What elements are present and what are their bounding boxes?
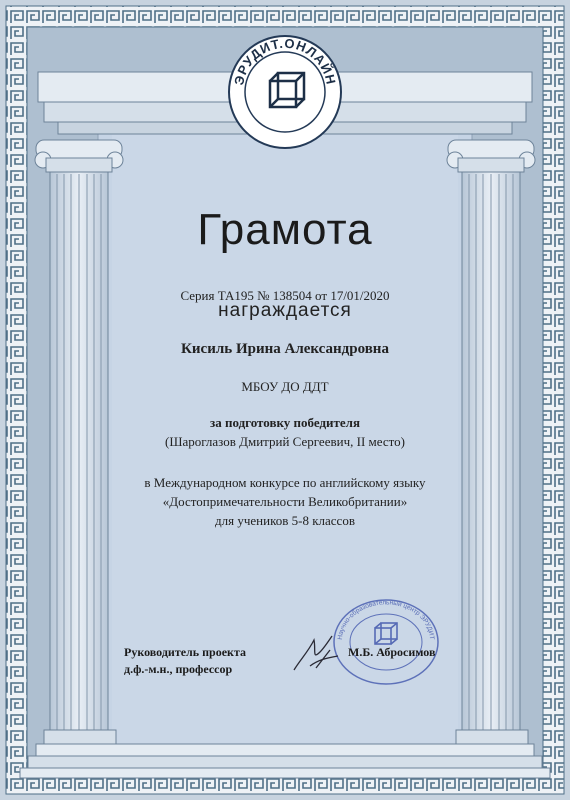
awarded-label: награждается [218,300,352,321]
cube-icon [375,623,397,644]
recipient-name: Кисиль Ирина Александровна [181,341,389,357]
svg-text:ЭРУДИТ.ОНЛАЙН: ЭРУДИТ.ОНЛАЙН [231,35,339,87]
official-stamp [331,598,441,686]
erudit-logo [226,33,344,151]
organization: МБОУ ДО ДДТ [241,379,329,394]
signature-scribble [290,630,342,676]
svg-text:Научно-образовательный центр Э: Научно-образовательный центр ЭРУДИТ [336,599,436,641]
student-info: (Шароглазов Дмитрий Сергеевич, II место) [165,434,405,449]
signer-role-line-1: Руководитель проекта [124,645,246,659]
series-line: Серия ТА195 № 138504 от 17/01/2020 [180,288,390,303]
contest-line-2: «Достопримечательности Великобритании» [162,494,408,509]
contest-line-1: в Международном конкурсе по английскому языку [144,475,426,490]
contest-line-3: для учеников 5-8 классов [215,513,355,528]
signer-name: М.Б. Абросимов [348,645,436,659]
signer-role-line-2: д.ф.-м.н., профессор [124,662,233,676]
certificate-title: Грамота [197,205,373,254]
award-reason: за подготовку победителя [209,415,360,430]
